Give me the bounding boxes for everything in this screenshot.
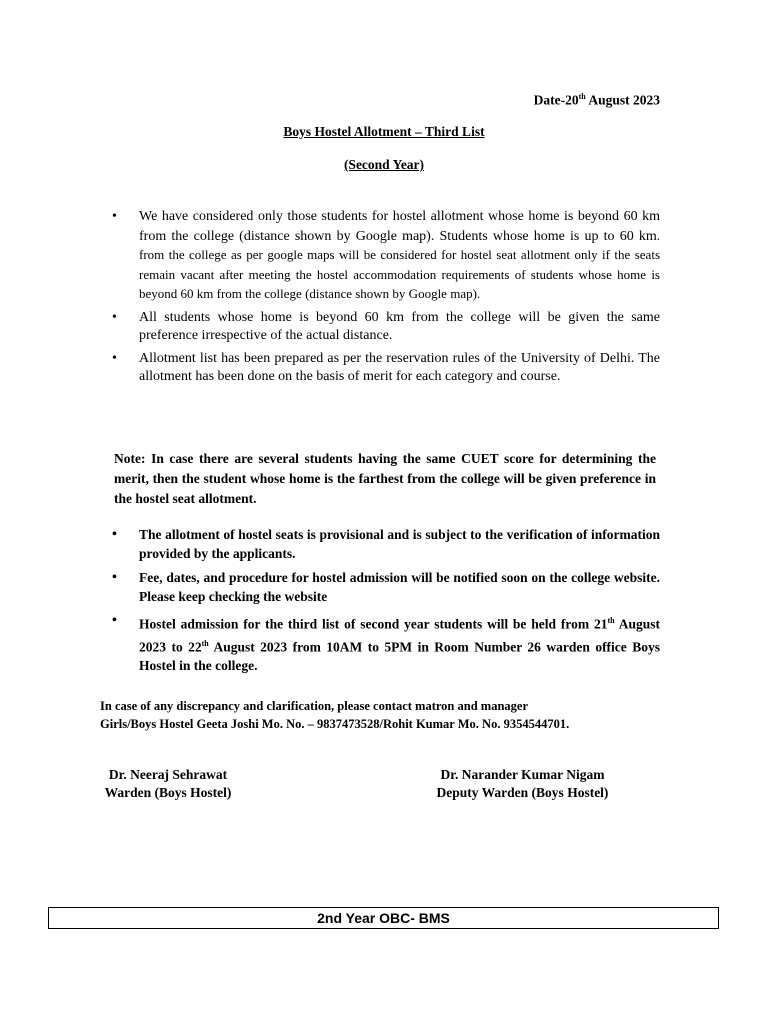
signatory-role: Warden (Boys Hostel): [104, 785, 232, 800]
bullet-icon: •: [112, 209, 117, 224]
warden-signature: [88, 766, 248, 802]
bullet-item: • We have considered only those students for hostel allotment whose home is beyond 60 km from the college (distance shown by Google map). Students whose home is up to 60 km. from the college as per google maps will be considered for hostel seat allotment only if the seats remain vacant after meeting the hostel accommodation requirements of students whose home is beyond 60 km from the college (distance shown by Google map).: [112, 209, 660, 301]
contact-info: [100, 697, 569, 733]
merit-note: Note: In case there are several students having the same CUET score for determining the merit, then the student whose home is the farthest from the college will be given preference in the hostel seat allotment.: [114, 451, 656, 506]
bullet-item: • Allotment list has been prepared as per the reservation rules of the University of Delhi. The allotment has been done on the basis of merit for each category and course.: [112, 350, 660, 384]
document-title: Boys Hostel Allotment – Third List: [283, 124, 485, 139]
document-subtitle: (Second Year): [343, 157, 425, 172]
contact-line: Girls/Boys Hostel Geeta Joshi Mo. No. – 9837473528/Rohit Kumar Mo. No. 9354544701.: [100, 717, 570, 731]
bullet-icon: •: [112, 570, 117, 585]
contact-line: In case of any discrepancy and clarification, please contact matron and manager: [100, 699, 528, 713]
admission-bullet-list: [112, 525, 660, 680]
signatory-name: Dr. Neeraj Sehrawat: [108, 767, 228, 782]
signatory-name: Dr. Narander Kumar Nigam: [440, 767, 605, 782]
bullet-icon: •: [112, 350, 117, 366]
bullet-item: • The allotment of hostel seats is provisional and is subject to the verification of information provided by the applicants.: [112, 527, 660, 561]
bullet-item: • Fee, dates, and procedure for hostel admission will be notified soon on the college website. Please keep checking the website: [112, 570, 660, 604]
bullet-icon: •: [112, 309, 117, 325]
eligibility-bullet-list: [112, 208, 660, 391]
table-header: 2nd Year OBC- BMS: [48, 907, 719, 929]
bullet-icon: •: [112, 527, 117, 542]
document-date: Date-20th August 2023: [533, 92, 660, 108]
bullet-item: • All students whose home is beyond 60 km from the college will be given the same preference irrespective of the actual distance.: [112, 309, 660, 343]
signatory-role: Deputy Warden (Boys Hostel): [436, 785, 609, 800]
bullet-item: • Hostel admission for the third list of second year students will be held from 21th August 2023 to 22th August 2023 from 10AM to 5PM in Room Number 26 warden office Boys Hostel in the college.: [112, 613, 660, 673]
bullet-icon: •: [112, 613, 117, 628]
deputy-warden-signature: [400, 766, 645, 802]
